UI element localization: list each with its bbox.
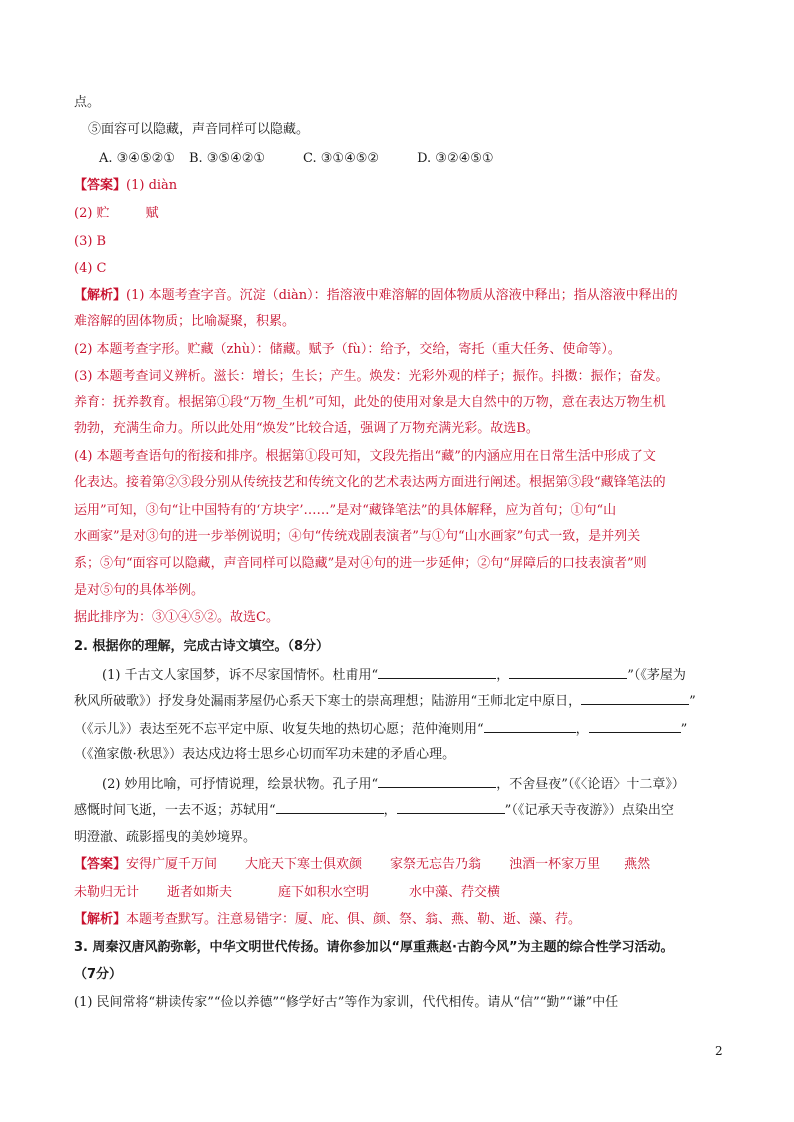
q2-line: 明澄澈、疏影摇曳的美妙境界。	[74, 830, 257, 845]
fill-blank[interactable]	[509, 666, 627, 679]
q2-text: ，不舍昼夜”（《〈论语〉十二章》）	[496, 777, 685, 792]
q2-text: (2) 妙用比喻，可抒情说理，绘景状物。孔子用“	[102, 777, 379, 792]
answer-line-2	[74, 205, 159, 223]
page-number: 2	[715, 1044, 723, 1058]
answer-item: 庭下如积水空明	[278, 885, 370, 900]
analysis-line	[74, 287, 678, 305]
analysis-text: 本题考查默写。注意易错字：厦、庇、俱、颜、祭、翁、燕、勒、逝、藻、荇。	[126, 912, 582, 927]
fill-blank[interactable]	[276, 801, 384, 814]
answer-tag: 【答案】	[74, 178, 127, 193]
q3-line: (1) 民间常将“耕读传家”“俭以养德”“修学好古”等作为家训，代代相传。请从“信”“勤”“谦”中任	[74, 995, 619, 1010]
analysis-line: (2) 本题考查字形。贮藏（zhù）：储藏。赋予（fù）：给予，交给，寄托（重大任务、使命等）。	[74, 342, 621, 357]
answer-item: 家祭无忘告乃翁	[390, 857, 482, 872]
analysis-line: 系；⑤句“面容可以隐藏，声音同样可以隐藏”是对④句的进一步延伸；②句“屏障后的口技表演者”则	[74, 556, 647, 571]
analysis-line: (3) 本题考查词义辨析。滋长：增长；生长；产生。焕发：光彩外观的样子；振作。抖擞：振作；奋发。	[74, 369, 669, 384]
q2-answer-row-1	[74, 856, 650, 874]
analysis-line: 勃勃，充满生命力。所以此处用“焕发”比较合适，强调了万物充满光彩。故选B。	[74, 421, 539, 436]
answer-line-1	[74, 177, 177, 195]
q2-line: （《渔家傲·秋思》）表达戍边将士思乡心切而军功未建的矛盾心理。	[74, 747, 456, 762]
answer-item: 燕然	[624, 857, 651, 872]
q2-text: 秋风所破歌》）抒发身处漏雨茅屋仍心系天下寒士的崇高理想；陆游用“王师北定中原日，	[74, 694, 582, 709]
fill-blank[interactable]	[397, 801, 505, 814]
q2-line	[74, 801, 674, 820]
question-2-title: 2. 根据你的理解，完成古诗文填空。（8分）	[74, 639, 330, 654]
q2-answer-row-2	[74, 884, 500, 902]
q2-text: ”（《茅屋为	[627, 668, 686, 683]
q2-text: (1) 千古文人家国梦，诉不尽家国情怀。杜甫用“	[102, 668, 379, 683]
answer-text: (1) diàn	[126, 178, 178, 193]
option-line-5: ⑤面容可以隐藏，声音同样可以隐藏。	[88, 122, 310, 137]
q2-line	[102, 775, 685, 794]
answer-text: 赋	[145, 206, 159, 221]
analysis-line: 水画家”是对③句的进一步举例说明；④句“传统戏剧表演者”与①句“山水画家”句式一致，是并列关	[74, 529, 641, 544]
fill-blank[interactable]	[378, 775, 496, 788]
fill-blank[interactable]	[484, 720, 576, 733]
option-d: D. ③②④⑤①	[417, 151, 494, 166]
answer-item: 水中藻、荇交横	[409, 885, 501, 900]
answer-tag: 【答案】	[74, 857, 127, 872]
q2-text: （《示儿》）表达至死不忘平定中原、收复失地的热切心愿；范仲淹则用“	[74, 722, 484, 737]
option-b: B. ③⑤④②①	[188, 151, 266, 166]
answer-line-3: (3) B	[74, 234, 107, 249]
option-a: A. ③④⑤②①	[99, 151, 175, 166]
option-c: C. ③①④⑤②	[303, 151, 380, 166]
analysis-line: 据此排序为：③①④⑤②。故选C。	[74, 610, 279, 625]
question-3-score: （7分）	[74, 967, 123, 982]
analysis-line: (4) 本题考查语句的衔接和排序。根据第①段可知，文段先指出“藏”的内涵应用在日常生活中形成了文	[74, 449, 656, 464]
text-line: 点。	[74, 95, 101, 110]
q2-text: ，	[496, 668, 510, 683]
answer-line-4: (4) C	[74, 261, 107, 276]
analysis-line: 养育：抚养教育。根据第①段“万物_生机”可知，此处的使用对象是大自然中的万物，意在表达万物生机	[74, 395, 666, 410]
analysis-text: (1) 本题考查字音。沉淀（diàn）：指溶液中难溶解的固体物质从溶液中释出；指从溶液中释出的	[126, 288, 678, 303]
analysis-line: 难溶解的固体物质；比喻凝聚，积累。	[74, 314, 296, 329]
q2-line	[74, 720, 687, 739]
q2-text: ，	[383, 803, 397, 818]
fill-blank[interactable]	[589, 720, 681, 733]
q2-text: ，	[575, 722, 589, 737]
analysis-line: 是对⑤句的具体举例。	[74, 583, 205, 598]
q2-text: 感慨时间飞逝，一去不返；苏轼用“	[74, 803, 276, 818]
q2-text: ”（《记承天寺夜游》）点染出空	[504, 803, 674, 818]
q2-analysis	[74, 911, 581, 929]
analysis-line: 运用”可知，③句“让中国特有的‘方块字’……”是对“藏锋笔法”的具体解释，应为首句；①句“山	[74, 503, 617, 518]
answer-item: 安得广厦千万间	[126, 857, 218, 872]
analysis-tag: 【解析】	[74, 288, 127, 303]
question-3-title: 3. 周秦汉唐风韵弥彰，中华文明世代传扬。请你参加以“厚重燕赵·古韵今风”为主题的综合性学习活动。	[74, 940, 674, 955]
answer-item: 浊酒一杯家万里	[509, 857, 601, 872]
choice-options	[99, 150, 494, 168]
analysis-tag: 【解析】	[74, 912, 127, 927]
answer-item: 逝者如斯夫	[167, 885, 233, 900]
answer-text: (2) 贮	[74, 206, 110, 221]
q2-line	[102, 666, 686, 685]
q2-text: ”	[689, 694, 696, 709]
fill-blank[interactable]	[378, 666, 496, 679]
fill-blank[interactable]	[581, 692, 689, 705]
q2-text: ”	[680, 722, 688, 737]
q2-line	[74, 692, 696, 711]
answer-item: 大庇天下寒士俱欢颜	[245, 857, 363, 872]
answer-item: 未勒归无计	[74, 885, 140, 900]
analysis-line: 化表达。接着第②③段分别从传统技艺和传统文化的艺术表达两方面进行阐述。根据第③段“藏锋笔法的	[74, 475, 666, 490]
